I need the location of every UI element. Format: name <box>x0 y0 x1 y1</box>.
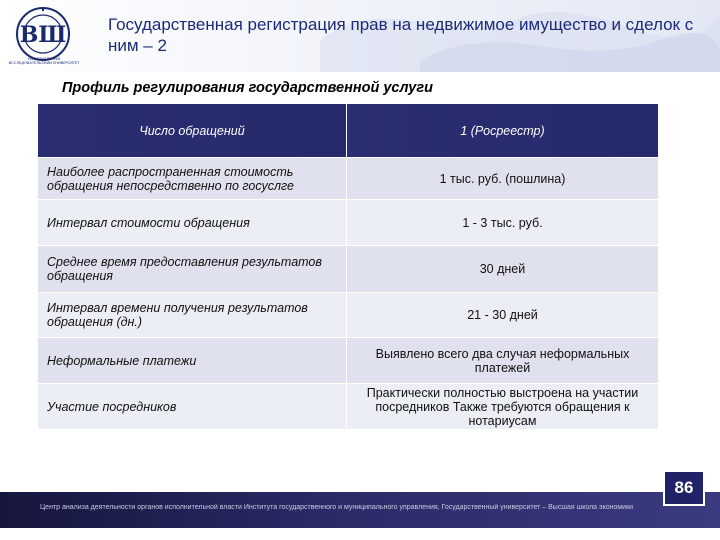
logo-caption: НАЦИОНАЛЬНЫЙ ИССЛЕДОВАТЕЛЬСКИЙ УНИВЕРСИТЕТ <box>8 57 80 66</box>
footer-text: Центр анализа деятельности органов исполнительной власти Института государственного и муниципального управления, Государственный университет – Высшая школа экономики <box>40 504 634 511</box>
table-row <box>38 293 659 338</box>
row-value: Практически полностью выстроена на участии посредников Также требуются обращения к нотариусам <box>347 384 659 430</box>
row-value: Выявлено всего два случая неформальных платежей <box>347 338 659 384</box>
header-cell-left: Число обращений <box>38 104 347 158</box>
row-label: Интервал стоимости обращения <box>38 200 347 246</box>
table-row <box>38 158 659 200</box>
svg-text:ВШ: ВШ <box>19 22 67 48</box>
table-row <box>38 384 659 430</box>
page-number: 86 <box>663 470 705 506</box>
row-label: Среднее время предоставления результатов обращения <box>38 246 347 293</box>
header-cell-right: 1 (Росреестр) <box>347 104 659 158</box>
row-value: 1 - 3 тыс. руб. <box>347 200 659 246</box>
table-row <box>38 246 659 293</box>
page-title: Государственная регистрация прав на недвижимое имущество и сделок с ним – 2 <box>108 15 694 55</box>
table-row <box>38 200 659 246</box>
regulation-table <box>37 103 659 430</box>
row-label: Участие посредников <box>38 384 347 430</box>
row-label: Неформальные платежи <box>38 338 347 384</box>
row-label: Наиболее распространенная стоимость обращения непосредственно по госуслге <box>38 158 347 200</box>
row-value: 30 дней <box>347 246 659 293</box>
table-header-row <box>38 104 659 158</box>
section-subtitle: Профиль регулирования государственной услуги <box>62 80 433 96</box>
table-row <box>38 338 659 384</box>
row-value: 1 тыс. руб. (пошлина) <box>347 158 659 200</box>
row-label: Интервал времени получения результатов обращения (дн.) <box>38 293 347 338</box>
row-value: 21 - 30 дней <box>347 293 659 338</box>
